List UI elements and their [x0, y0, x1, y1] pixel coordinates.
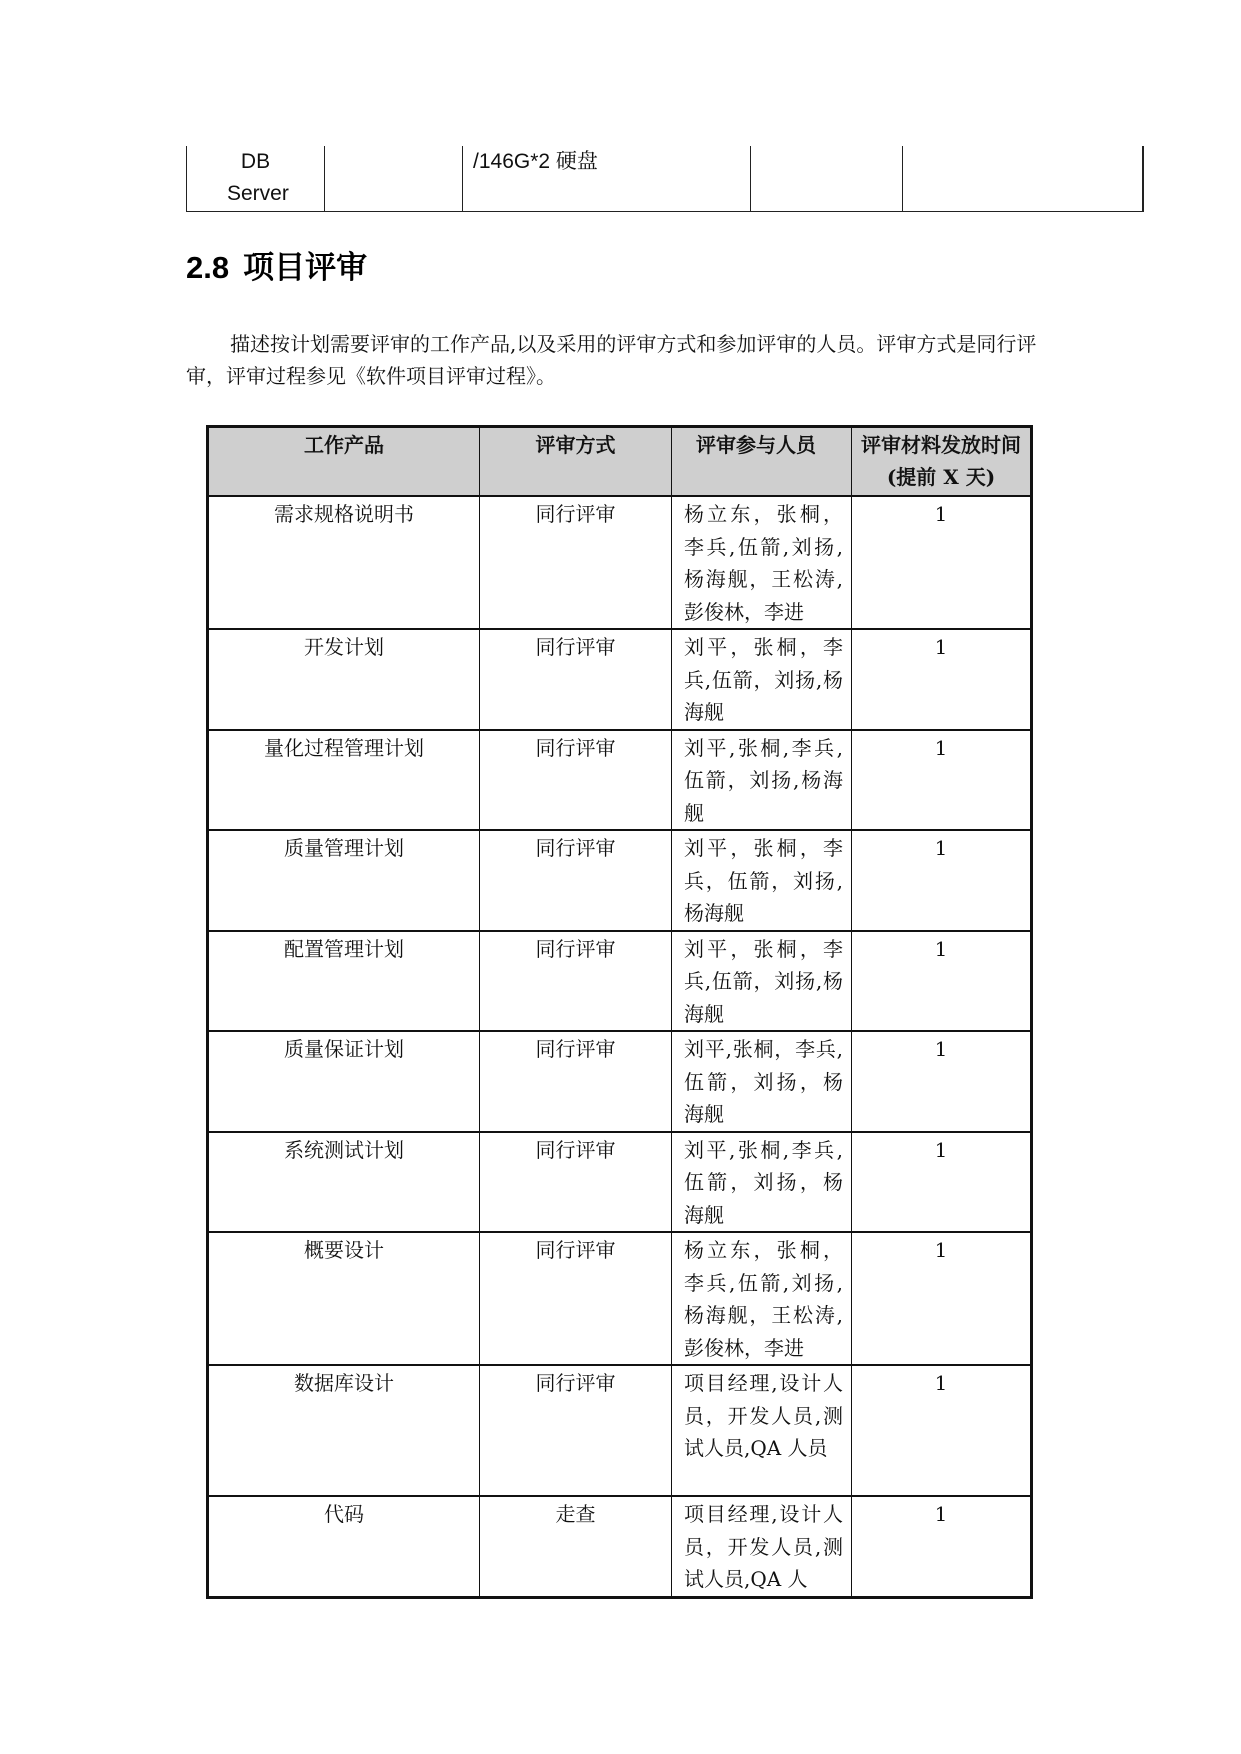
advance-cell: 1 — [852, 1132, 1032, 1233]
header-people: 评审参与人员 — [672, 427, 852, 497]
product-cell: 代码 — [208, 1496, 480, 1597]
people-cell: 刘平,张桐，李兵,伍箭，刘扬，杨海舰 — [672, 1031, 852, 1132]
advance-cell: 1 — [852, 830, 1032, 931]
advance-cell: 1 — [852, 1365, 1032, 1496]
table-cell — [903, 146, 1143, 212]
server-spec-cell: /146G*2 硬盘 — [463, 146, 751, 212]
table-row — [208, 830, 1032, 931]
product-cell: 系统测试计划 — [208, 1132, 480, 1233]
table-cell — [325, 146, 463, 212]
people-cell: 刘平，张桐，李兵,伍箭，刘扬,杨海舰 — [672, 931, 852, 1032]
table-header-row — [208, 427, 1032, 497]
server-spec-table-fragment — [186, 146, 1144, 212]
section-number: 2.8 — [186, 250, 230, 285]
table-row — [208, 629, 1032, 730]
table-row — [208, 1031, 1032, 1132]
table-row — [208, 1232, 1032, 1365]
product-cell: 概要设计 — [208, 1232, 480, 1365]
table-row — [208, 931, 1032, 1032]
header-advance: 评审材料发放时间(提前 X 天) — [852, 427, 1032, 497]
section-title: 项目评审 — [243, 250, 368, 286]
table-cell — [751, 146, 903, 212]
product-cell: 质量保证计划 — [208, 1031, 480, 1132]
people-cell: 刘平,张桐,李兵,伍箭，刘扬，杨海舰 — [672, 1132, 852, 1233]
people-cell: 杨立东，张桐，李兵,伍箭,刘扬,杨海舰，王松涛,彭俊林，李进 — [672, 1232, 852, 1365]
table-row — [208, 1365, 1032, 1496]
people-cell: 刘平，张桐，李兵,伍箭，刘扬,杨海舰 — [672, 629, 852, 730]
table-row — [208, 730, 1032, 831]
advance-cell: 1 — [852, 629, 1032, 730]
method-cell: 同行评审 — [480, 730, 672, 831]
table-row — [208, 1132, 1032, 1233]
product-cell: 量化过程管理计划 — [208, 730, 480, 831]
intro-paragraph: 描述按计划需要评审的工作产品,以及采用的评审方式和参加评审的人员。评审方式是同行评审，评审过程参见《软件项目评审过程》。 — [186, 332, 1037, 388]
advance-cell: 1 — [852, 1232, 1032, 1365]
advance-cell: 1 — [852, 1031, 1032, 1132]
method-cell: 同行评审 — [480, 1232, 672, 1365]
people-cell: 项目经理,设计人员，开发人员,测试人员,QA 人 — [672, 1496, 852, 1597]
method-cell: 同行评审 — [480, 1031, 672, 1132]
review-table — [206, 425, 1033, 1599]
method-cell: 同行评审 — [480, 830, 672, 931]
header-method: 评审方式 — [480, 427, 672, 497]
server-name-cell: DB Server — [187, 146, 325, 212]
method-cell: 同行评审 — [480, 496, 672, 629]
product-cell: 质量管理计划 — [208, 830, 480, 931]
table-row — [187, 146, 1143, 212]
method-cell: 同行评审 — [480, 1132, 672, 1233]
method-cell: 同行评审 — [480, 931, 672, 1032]
product-cell: 需求规格说明书 — [208, 496, 480, 629]
section-heading — [186, 248, 367, 288]
people-cell: 项目经理,设计人员，开发人员,测试人员,QA 人员 — [672, 1365, 852, 1496]
method-cell: 同行评审 — [480, 629, 672, 730]
header-product: 工作产品 — [208, 427, 480, 497]
product-cell: 数据库设计 — [208, 1365, 480, 1496]
method-cell: 同行评审 — [480, 1365, 672, 1496]
advance-cell: 1 — [852, 730, 1032, 831]
advance-cell: 1 — [852, 1496, 1032, 1597]
method-cell: 走查 — [480, 1496, 672, 1597]
table-row — [208, 496, 1032, 629]
advance-cell: 1 — [852, 931, 1032, 1032]
product-cell: 开发计划 — [208, 629, 480, 730]
table-row — [208, 1496, 1032, 1597]
people-cell: 刘平,张桐,李兵,伍箭，刘扬,杨海舰 — [672, 730, 852, 831]
people-cell: 杨立东，张桐，李兵,伍箭,刘扬,杨海舰，王松涛,彭俊林，李进 — [672, 496, 852, 629]
product-cell: 配置管理计划 — [208, 931, 480, 1032]
advance-cell: 1 — [852, 496, 1032, 629]
people-cell: 刘平，张桐，李兵，伍箭，刘扬,杨海舰 — [672, 830, 852, 931]
